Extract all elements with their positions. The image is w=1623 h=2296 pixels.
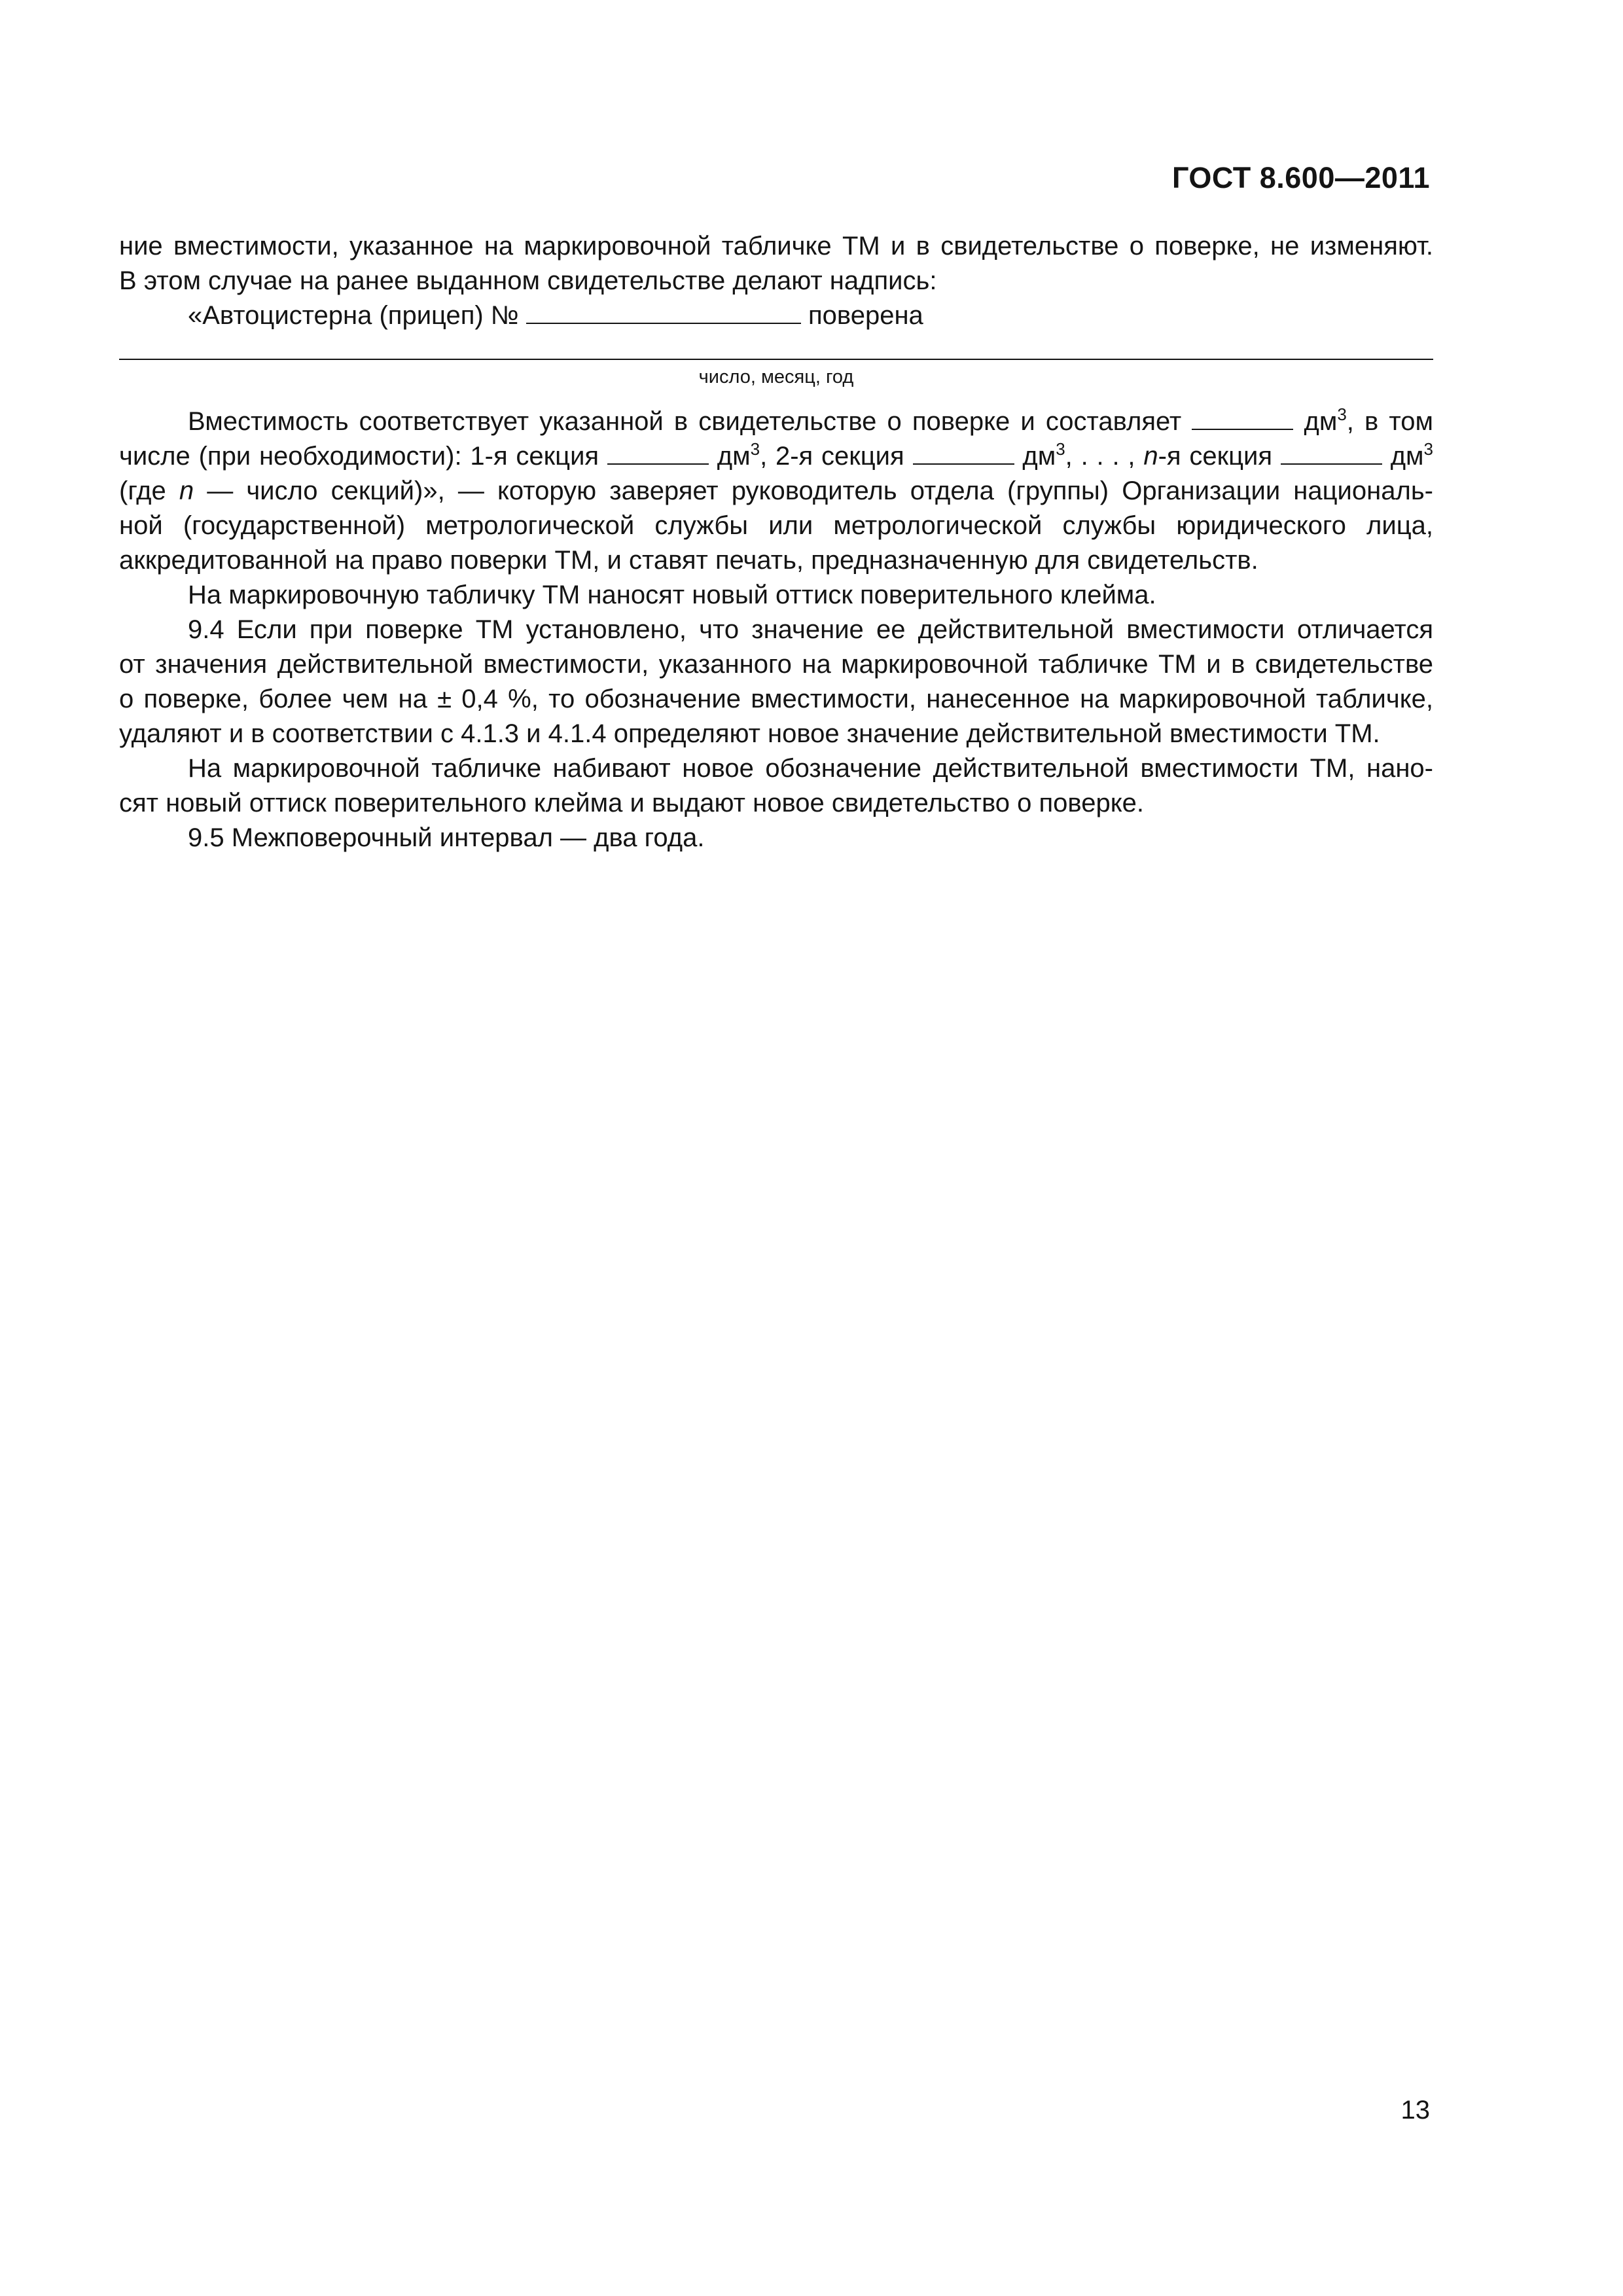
capacity-line-3: (где n — число секций)», — которую заверяет руководитель отдела (группы) Организации националь- xyxy=(119,476,1433,505)
total-capacity-blank xyxy=(1192,406,1293,430)
inscription-start: «Автоцистерна (прицеп) № xyxy=(188,301,519,330)
continuation-block xyxy=(119,229,1433,333)
inscription-end: поверена xyxy=(808,301,923,330)
para-9-4-line-1: 9.4 Если при поверке ТМ установлено, что значение ее действительной вместимости отличается xyxy=(188,615,1433,644)
section-2-blank xyxy=(913,441,1014,465)
inscription-line xyxy=(119,298,1433,333)
para-9-5: 9.5 Межповерочный интервал — два года. xyxy=(188,823,705,852)
continuation-line-1: ние вместимости, указанное на маркировочной табличке ТМ и в свидетельстве о поверке, не изменяют. xyxy=(119,232,1433,260)
capacity-line-4: ной (государственной) метрологической службы или метрологической службы юридического лица, xyxy=(119,511,1433,540)
continuation-line-2: В этом случае на ранее выданном свидетельстве делают надпись: xyxy=(119,266,937,295)
capacity-line-5: аккредитованной на право поверки ТМ, и ставят печать, предназначенную для свидетельств. xyxy=(119,546,1258,575)
capacity-line-2: числе (при необходимости): 1-я секция $дм^3$, 2-я секция $дм^3$, . . . , n-я секция $дм^3$ xyxy=(119,439,1434,471)
date-caption: число, месяц, год xyxy=(698,367,854,387)
section-n-blank xyxy=(1281,441,1382,465)
vehicle-number-blank xyxy=(526,300,801,324)
para-9-4-line-3: о поверке, более чем на ± 0,4 %, то обозначение вместимости, нанесенное на маркировочной табличке, xyxy=(119,685,1433,713)
capacity-paragraph xyxy=(119,404,1433,855)
document-header-title: ГОСТ 8.600—2011 xyxy=(1171,161,1430,194)
new-designation-line-2: сят новый оттиск поверительного клейма и выдают новое свидетельство о поверке. xyxy=(119,789,1145,817)
date-signature-rule xyxy=(119,359,1433,360)
stamp-paragraph: На маркировочную табличку ТМ наносят новый оттиск поверительного клейма. xyxy=(188,581,1156,609)
capacity-line-1: Вместимость соответствует указанной в свидетельстве о поверке и составляет $дм^3$, в том xyxy=(188,404,1433,436)
page-number: 13 xyxy=(1400,2096,1430,2125)
section-1-blank xyxy=(607,441,709,465)
para-9-4-line-4: удаляют и в соответствии с 4.1.3 и 4.1.4 определяют новое значение действительной вместимости ТМ. xyxy=(119,719,1380,748)
para-9-4-line-2: от значения действительной вместимости, указанного на маркировочной табличке ТМ и в свидетельстве xyxy=(119,650,1433,679)
new-designation-line-1: На маркировочной табличке набивают новое обозначение действительной вместимости ТМ, нано- xyxy=(188,754,1433,783)
